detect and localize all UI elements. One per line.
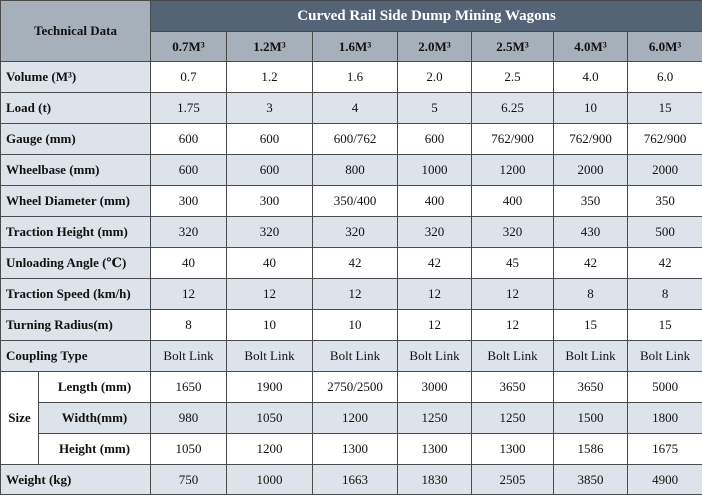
model-header: 2.5M³ [472,32,554,62]
table-row [1,465,702,495]
model-header: 2.0M³ [398,32,472,62]
table-cell: 15 [628,310,702,341]
table-cell: 5000 [628,372,702,403]
table-cell: 762/900 [554,124,628,155]
table-cell: Bolt Link [628,341,702,372]
size-row-label: Height (mm) [39,434,151,465]
row-label: Unloading Angle (℃) [1,248,151,279]
table-cell: 12 [398,310,472,341]
row-label: Coupling Type [1,341,151,372]
table-cell: 1663 [313,465,398,495]
table-cell: 1200 [313,403,398,434]
table-row [1,310,702,341]
corner-header: Technical Data [1,1,151,62]
table-cell: 320 [227,217,313,248]
table-cell: 1300 [398,434,472,465]
table-cell: 600 [227,124,313,155]
table-cell: Bolt Link [554,341,628,372]
table-cell: 400 [472,186,554,217]
row-label: Turning Radius(m) [1,310,151,341]
table-cell: 1650 [151,372,227,403]
table-cell: 4 [313,93,398,124]
table-cell: 1586 [554,434,628,465]
table-cell: 1250 [398,403,472,434]
table-cell: 12 [313,279,398,310]
table-cell: 15 [628,93,702,124]
table-cell: 12 [472,279,554,310]
table-cell: 1830 [398,465,472,495]
table-cell: 320 [472,217,554,248]
table-cell: 430 [554,217,628,248]
row-label: Weight (kg) [1,465,151,495]
table-row [1,434,702,465]
table-cell: 6.25 [472,93,554,124]
table-cell: 0.7 [151,62,227,93]
table-cell: 15 [554,310,628,341]
table-cell: 350 [628,186,702,217]
table-cell: 1200 [472,155,554,186]
row-label: Wheel Diameter (mm) [1,186,151,217]
table-cell: 600 [151,124,227,155]
model-header: 4.0M³ [554,32,628,62]
table-cell: 2.0 [398,62,472,93]
table-cell: 45 [472,248,554,279]
table-cell: 750 [151,465,227,495]
table-cell: 1000 [227,465,313,495]
table-cell: 320 [313,217,398,248]
row-label: Traction Speed (km/h) [1,279,151,310]
table-cell: 500 [628,217,702,248]
model-header: 1.6M³ [313,32,398,62]
model-header: 0.7M³ [151,32,227,62]
table-cell: 3850 [554,465,628,495]
table-cell: 40 [227,248,313,279]
table-cell: 300 [227,186,313,217]
table-cell: 2.5 [472,62,554,93]
table-row [1,341,702,372]
table-cell: 1900 [227,372,313,403]
table-cell: 600 [227,155,313,186]
table-cell: 2000 [554,155,628,186]
table-cell: 1300 [472,434,554,465]
table-title: Curved Rail Side Dump Mining Wagons [151,1,702,32]
table-cell: 1.75 [151,93,227,124]
table-cell: 12 [472,310,554,341]
table-cell: Bolt Link [227,341,313,372]
table-cell: 320 [151,217,227,248]
table-row [1,372,702,403]
table-cell: 12 [151,279,227,310]
table-cell: 600 [398,124,472,155]
table-cell: 42 [313,248,398,279]
table-cell: 762/900 [628,124,702,155]
table-cell: Bolt Link [313,341,398,372]
table-cell: 12 [227,279,313,310]
table-cell: 10 [554,93,628,124]
table-row [1,279,702,310]
table-cell: 1050 [151,434,227,465]
model-header: 1.2M³ [227,32,313,62]
table-cell: 8 [628,279,702,310]
table-cell: 42 [554,248,628,279]
table-cell: 600 [151,155,227,186]
row-label: Gauge (mm) [1,124,151,155]
table-cell: Bolt Link [151,341,227,372]
table-cell: Bolt Link [472,341,554,372]
table-cell: 2505 [472,465,554,495]
table-cell: 980 [151,403,227,434]
table-cell: 8 [554,279,628,310]
table-cell: 10 [313,310,398,341]
table-cell: 350 [554,186,628,217]
table-row [1,217,702,248]
table-cell: 12 [398,279,472,310]
table-cell: 10 [227,310,313,341]
table-cell: 3650 [472,372,554,403]
table-cell: 3 [227,93,313,124]
table-cell: 3650 [554,372,628,403]
table-cell: 3000 [398,372,472,403]
table-cell: 42 [398,248,472,279]
table-cell: 1250 [472,403,554,434]
table-cell: 1500 [554,403,628,434]
table-cell: 350/400 [313,186,398,217]
model-header: 6.0M³ [628,32,702,62]
table-row [1,186,702,217]
table-row [1,93,702,124]
table-cell: 600/762 [313,124,398,155]
row-label: Load (t) [1,93,151,124]
table-cell: 320 [398,217,472,248]
size-group-label: Size [1,372,39,465]
table-row [1,124,702,155]
table-cell: 4.0 [554,62,628,93]
table-cell: 4900 [628,465,702,495]
table-cell: 2750/2500 [313,372,398,403]
table-row [1,248,702,279]
table-cell: 1050 [227,403,313,434]
table-row [1,403,702,434]
size-row-label: Width(mm) [39,403,151,434]
table-cell: 1800 [628,403,702,434]
table-cell: 800 [313,155,398,186]
row-label: Wheelbase (mm) [1,155,151,186]
table-cell: 5 [398,93,472,124]
table-cell: 1200 [227,434,313,465]
table-cell: 8 [151,310,227,341]
row-label: Traction Height (mm) [1,217,151,248]
row-label: Volume (M³) [1,62,151,93]
table-row [1,155,702,186]
table-cell: 1675 [628,434,702,465]
table-cell: 400 [398,186,472,217]
table-cell: 1.2 [227,62,313,93]
table-cell: Bolt Link [398,341,472,372]
table-cell: 6.0 [628,62,702,93]
table-cell: 1.6 [313,62,398,93]
table-cell: 40 [151,248,227,279]
table-cell: 1000 [398,155,472,186]
table-cell: 1300 [313,434,398,465]
size-row-label: Length (mm) [39,372,151,403]
table-cell: 2000 [628,155,702,186]
table-cell: 762/900 [472,124,554,155]
table-row [1,62,702,93]
table-cell: 42 [628,248,702,279]
table-cell: 300 [151,186,227,217]
